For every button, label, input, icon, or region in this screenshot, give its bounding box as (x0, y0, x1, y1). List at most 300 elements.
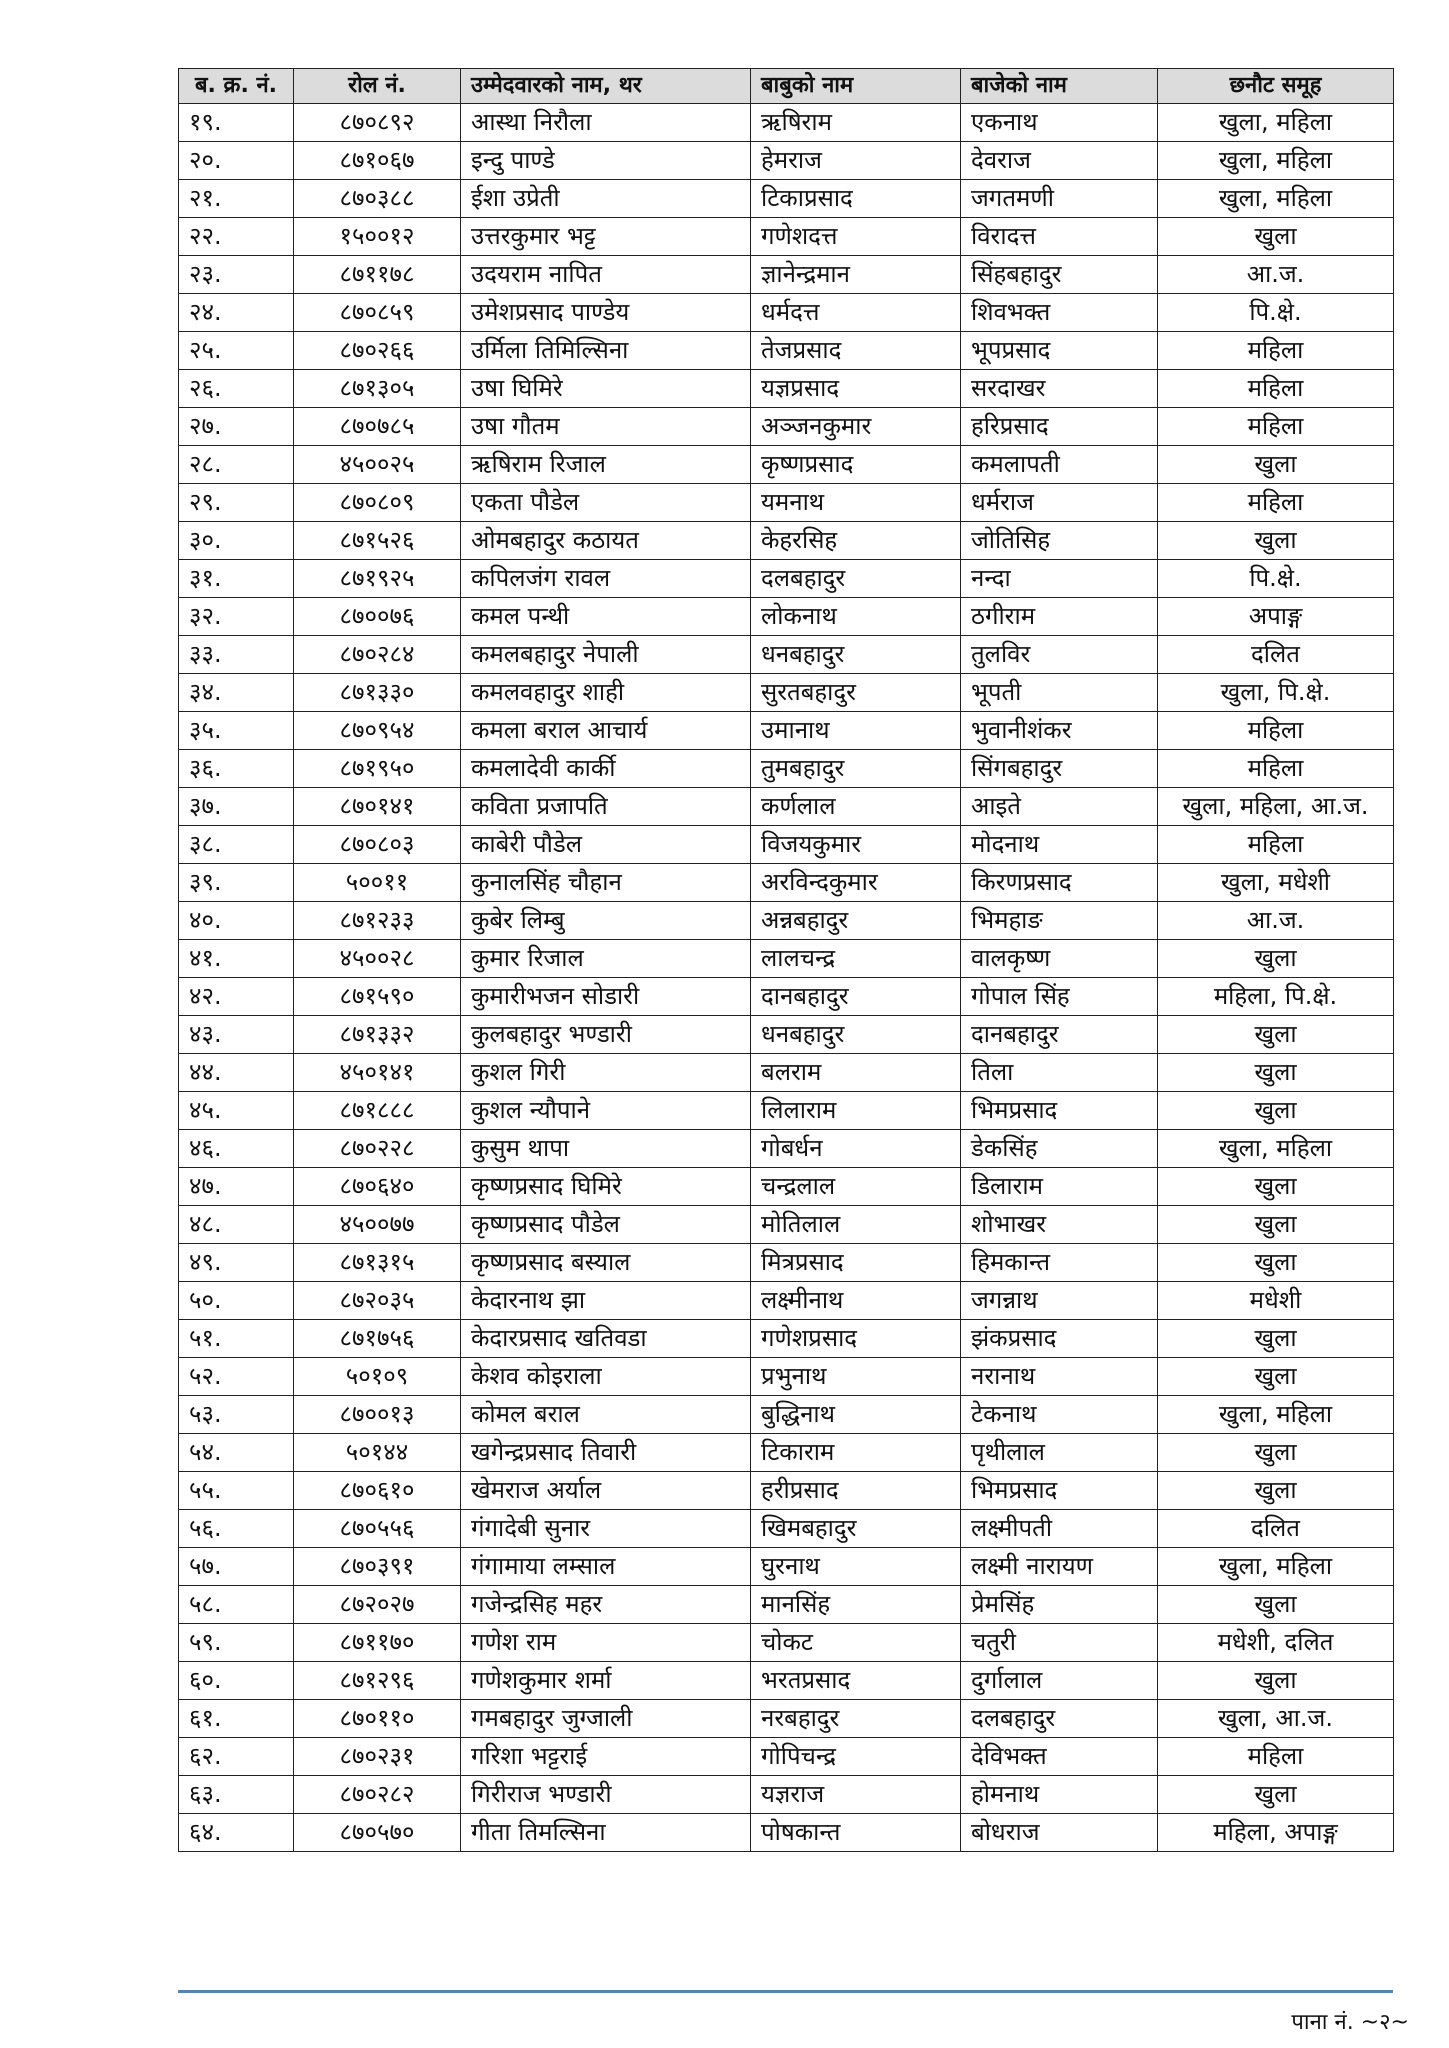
cell-father: गणेशप्रसाद (751, 1320, 961, 1358)
cell-group: खुला (1158, 522, 1394, 560)
cell-name: गरिशा भट्टराई (461, 1738, 751, 1776)
cell-roll: ८७०६१० (294, 1472, 461, 1510)
table-row (179, 1472, 1394, 1510)
cell-grandfather: आइते (961, 788, 1158, 826)
cell-grandfather: भिमप्रसाद (961, 1472, 1158, 1510)
cell-roll: ८७०८०९ (294, 484, 461, 522)
cell-roll: ८७०८०३ (294, 826, 461, 864)
cell-grandfather: चतुरी (961, 1624, 1158, 1662)
cell-grandfather: ठगीराम (961, 598, 1158, 636)
table-row (179, 902, 1394, 940)
cell-father: घुरनाथ (751, 1548, 961, 1586)
table-row (179, 484, 1394, 522)
header-serial: ब. क्र. नं. (179, 69, 294, 104)
cell-name: कृष्णप्रसाद बस्याल (461, 1244, 751, 1282)
cell-roll: ८७१९५० (294, 750, 461, 788)
cell-roll: ८७०११० (294, 1700, 461, 1738)
cell-group: मधेशी, दलित (1158, 1624, 1394, 1662)
cell-serial: ४३. (179, 1016, 294, 1054)
cell-group: खुला (1158, 1358, 1394, 1396)
cell-serial: २४. (179, 294, 294, 332)
header-name: उम्मेदवारको नाम, थर (461, 69, 751, 104)
cell-name: गजेन्द्रसिह महर (461, 1586, 751, 1624)
table-row (179, 1168, 1394, 1206)
cell-grandfather: एकनाथ (961, 104, 1158, 142)
cell-father: दानबहादुर (751, 978, 961, 1016)
cell-roll: ८७१३०५ (294, 370, 461, 408)
cell-serial: ४७. (179, 1168, 294, 1206)
cell-name: केदारप्रसाद खतिवडा (461, 1320, 751, 1358)
cell-roll: ८७१०६७ (294, 142, 461, 180)
cell-roll: ८७०५७० (294, 1814, 461, 1852)
table-row (179, 1586, 1394, 1624)
cell-serial: ५०. (179, 1282, 294, 1320)
cell-serial: ५५. (179, 1472, 294, 1510)
cell-roll: ८७२०२७ (294, 1586, 461, 1624)
table-row (179, 1320, 1394, 1358)
cell-father: तेजप्रसाद (751, 332, 961, 370)
cell-father: चोकट (751, 1624, 961, 1662)
cell-father: हेमराज (751, 142, 961, 180)
table-row (179, 1130, 1394, 1168)
cell-grandfather: हरिप्रसाद (961, 408, 1158, 446)
cell-roll: ८७०७८५ (294, 408, 461, 446)
table-row (179, 1738, 1394, 1776)
table-row (179, 1510, 1394, 1548)
cell-group: पि.क्षे. (1158, 294, 1394, 332)
cell-name: गंगादेबी सुनार (461, 1510, 751, 1548)
table-row (179, 598, 1394, 636)
cell-roll: ८७०८५९ (294, 294, 461, 332)
cell-roll: ८७१९२५ (294, 560, 461, 598)
cell-grandfather: दानबहादुर (961, 1016, 1158, 1054)
cell-name: कृष्णप्रसाद पौडेल (461, 1206, 751, 1244)
cell-name: ओमबहादुर कठायत (461, 522, 751, 560)
cell-roll: ८७०३८८ (294, 180, 461, 218)
cell-grandfather: दुर्गालाल (961, 1662, 1158, 1700)
cell-father: सुरतबहादुर (751, 674, 961, 712)
cell-roll: ८७०६४० (294, 1168, 461, 1206)
cell-group: खुला (1158, 1776, 1394, 1814)
cell-father: उमानाथ (751, 712, 961, 750)
cell-grandfather: पृथीलाल (961, 1434, 1158, 1472)
cell-name: उदयराम नापित (461, 256, 751, 294)
cell-grandfather: वालकृष्ण (961, 940, 1158, 978)
cell-serial: ३०. (179, 522, 294, 560)
cell-roll: ८७१३३२ (294, 1016, 461, 1054)
cell-name: आस्था निरौला (461, 104, 751, 142)
cell-father: तुमबहादुर (751, 750, 961, 788)
header-grandfather: बाजेको नाम (961, 69, 1158, 104)
cell-name: कविता प्रजापति (461, 788, 751, 826)
cell-father: नरबहादुर (751, 1700, 961, 1738)
cell-name: इन्दु पाण्डे (461, 142, 751, 180)
cell-grandfather: गोपाल सिंह (961, 978, 1158, 1016)
cell-group: महिला (1158, 750, 1394, 788)
table-row (179, 104, 1394, 142)
cell-name: कपिलजंग रावल (461, 560, 751, 598)
cell-group: खुला (1158, 1168, 1394, 1206)
table-body (179, 104, 1394, 1852)
cell-group: खुला, मधेशी (1158, 864, 1394, 902)
cell-group: महिला (1158, 408, 1394, 446)
cell-roll: ८७११७८ (294, 256, 461, 294)
cell-grandfather: नरानाथ (961, 1358, 1158, 1396)
cell-grandfather: नन्दा (961, 560, 1158, 598)
cell-roll: ४५०१४१ (294, 1054, 461, 1092)
cell-father: लक्ष्मीनाथ (751, 1282, 961, 1320)
cell-name: उमेशप्रसाद पाण्डेय (461, 294, 751, 332)
cell-father: भरतप्रसाद (751, 1662, 961, 1700)
cell-father: हरीप्रसाद (751, 1472, 961, 1510)
table-row (179, 256, 1394, 294)
cell-name: खेमराज अर्याल (461, 1472, 751, 1510)
cell-name: कुमारीभजन सोडारी (461, 978, 751, 1016)
cell-group: खुला, महिला (1158, 104, 1394, 142)
table-row (179, 1092, 1394, 1130)
cell-grandfather: टेकनाथ (961, 1396, 1158, 1434)
cell-roll: ८७०२३१ (294, 1738, 461, 1776)
cell-father: गणेशदत्त (751, 218, 961, 256)
cell-father: धनबहादुर (751, 636, 961, 674)
cell-serial: ३८. (179, 826, 294, 864)
cell-grandfather: डिलाराम (961, 1168, 1158, 1206)
table-header-row (179, 69, 1394, 104)
cell-grandfather: झंकप्रसाद (961, 1320, 1158, 1358)
cell-serial: ३५. (179, 712, 294, 750)
cell-name: कुमार रिजाल (461, 940, 751, 978)
cell-group: खुला (1158, 940, 1394, 978)
cell-group: महिला, पि.क्षे. (1158, 978, 1394, 1016)
cell-roll: ८७१२३३ (294, 902, 461, 940)
cell-roll: ८७०३९१ (294, 1548, 461, 1586)
table-row (179, 674, 1394, 712)
table-row (179, 218, 1394, 256)
cell-father: अरविन्दकुमार (751, 864, 961, 902)
cell-name: गमबहादुर जुग्जाली (461, 1700, 751, 1738)
cell-father: केहरसिह (751, 522, 961, 560)
cell-grandfather: किरणप्रसाद (961, 864, 1158, 902)
cell-name: कमलवहादुर शाही (461, 674, 751, 712)
cell-name: कृष्णप्रसाद घिमिरे (461, 1168, 751, 1206)
cell-serial: ४८. (179, 1206, 294, 1244)
cell-serial: २६. (179, 370, 294, 408)
cell-father: टिकाप्रसाद (751, 180, 961, 218)
cell-serial: २९. (179, 484, 294, 522)
cell-name: उर्मिला तिमिल्सिना (461, 332, 751, 370)
cell-serial: ४४. (179, 1054, 294, 1092)
cell-group: महिला (1158, 484, 1394, 522)
cell-name: खगेन्द्रप्रसाद तिवारी (461, 1434, 751, 1472)
cell-roll: ८७०२८४ (294, 636, 461, 674)
cell-grandfather: धर्मराज (961, 484, 1158, 522)
cell-serial: ६३. (179, 1776, 294, 1814)
cell-father: चन्द्रलाल (751, 1168, 961, 1206)
cell-name: एकता पौडेल (461, 484, 751, 522)
cell-grandfather: जोतिसिह (961, 522, 1158, 560)
cell-roll: ८७०२८२ (294, 1776, 461, 1814)
table-row (179, 1054, 1394, 1092)
cell-group: पि.क्षे. (1158, 560, 1394, 598)
table-row (179, 522, 1394, 560)
cell-group: महिला (1158, 826, 1394, 864)
cell-serial: ५३. (179, 1396, 294, 1434)
header-father: बाबुको नाम (751, 69, 961, 104)
cell-grandfather: देविभक्त (961, 1738, 1158, 1776)
cell-serial: ३६. (179, 750, 294, 788)
cell-group: खुला, महिला (1158, 1130, 1394, 1168)
cell-group: खुला (1158, 1244, 1394, 1282)
cell-grandfather: कमलापती (961, 446, 1158, 484)
table-row (179, 142, 1394, 180)
cell-grandfather: भिमहाङ (961, 902, 1158, 940)
cell-roll: ८७२०३५ (294, 1282, 461, 1320)
cell-serial: ५१. (179, 1320, 294, 1358)
cell-father: कृष्णप्रसाद (751, 446, 961, 484)
cell-group: महिला, अपाङ्ग (1158, 1814, 1394, 1852)
cell-name: काबेरी पौडेल (461, 826, 751, 864)
cell-serial: ५९. (179, 1624, 294, 1662)
cell-grandfather: शिवभक्त (961, 294, 1158, 332)
cell-serial: ४५. (179, 1092, 294, 1130)
cell-grandfather: लक्ष्मीपती (961, 1510, 1158, 1548)
cell-group: खुला, महिला (1158, 180, 1394, 218)
cell-name: कुशल गिरी (461, 1054, 751, 1092)
cell-serial: ६१. (179, 1700, 294, 1738)
cell-name: गिरीराज भण्डारी (461, 1776, 751, 1814)
cell-grandfather: लक्ष्मी नारायण (961, 1548, 1158, 1586)
cell-group: खुला (1158, 1206, 1394, 1244)
cell-group: आ.ज. (1158, 902, 1394, 940)
cell-serial: ३३. (179, 636, 294, 674)
cell-group: खुला (1158, 1586, 1394, 1624)
header-roll: रोल नं. (294, 69, 461, 104)
cell-serial: ६४. (179, 1814, 294, 1852)
cell-roll: ८७०२६६ (294, 332, 461, 370)
cell-father: लालचन्द्र (751, 940, 961, 978)
table-row (179, 1016, 1394, 1054)
cell-group: खुला, पि.क्षे. (1158, 674, 1394, 712)
cell-serial: २७. (179, 408, 294, 446)
cell-father: खिमबहादुर (751, 1510, 961, 1548)
cell-grandfather: तिला (961, 1054, 1158, 1092)
cell-father: लिलाराम (751, 1092, 961, 1130)
cell-group: खुला (1158, 1434, 1394, 1472)
results-table (178, 68, 1394, 1852)
table-row (179, 294, 1394, 332)
cell-grandfather: डेकसिंह (961, 1130, 1158, 1168)
cell-father: मोतिलाल (751, 1206, 961, 1244)
cell-group: महिला (1158, 370, 1394, 408)
cell-name: कुशल न्यौपाने (461, 1092, 751, 1130)
cell-group: महिला (1158, 712, 1394, 750)
cell-roll: १५००१२ (294, 218, 461, 256)
cell-group: दलित (1158, 636, 1394, 674)
table-row (179, 1776, 1394, 1814)
cell-grandfather: सिंहबहादुर (961, 256, 1158, 294)
cell-group: मधेशी (1158, 1282, 1394, 1320)
cell-serial: ४२. (179, 978, 294, 1016)
cell-group: खुला (1158, 1092, 1394, 1130)
table-row (179, 370, 1394, 408)
cell-name: कोमल बराल (461, 1396, 751, 1434)
cell-serial: ५७. (179, 1548, 294, 1586)
cell-serial: ३२. (179, 598, 294, 636)
cell-grandfather: शोभाखर (961, 1206, 1158, 1244)
cell-group: दलित (1158, 1510, 1394, 1548)
cell-grandfather: सिंगबहादुर (961, 750, 1158, 788)
cell-name: उषा घिमिरे (461, 370, 751, 408)
cell-group: खुला (1158, 1054, 1394, 1092)
cell-father: पोषकान्त (751, 1814, 961, 1852)
table-row (179, 940, 1394, 978)
table-row (179, 1282, 1394, 1320)
cell-father: यमनाथ (751, 484, 961, 522)
cell-roll: ४५००२८ (294, 940, 461, 978)
table-row (179, 1434, 1394, 1472)
cell-serial: ३९. (179, 864, 294, 902)
cell-serial: ४०. (179, 902, 294, 940)
table-row (179, 978, 1394, 1016)
table-row (179, 1624, 1394, 1662)
page-number: पाना नं. ~२~ (1291, 2010, 1409, 2035)
cell-father: ऋषिराम (751, 104, 961, 142)
cell-name: कुनालसिंह चौहान (461, 864, 751, 902)
cell-serial: ३४. (179, 674, 294, 712)
table-row (179, 1206, 1394, 1244)
cell-roll: ८७१७५६ (294, 1320, 461, 1358)
cell-father: बुद्धिनाथ (751, 1396, 961, 1434)
cell-serial: ३१. (179, 560, 294, 598)
cell-father: अन्नबहादुर (751, 902, 961, 940)
cell-serial: ६२. (179, 1738, 294, 1776)
cell-group: आ.ज. (1158, 256, 1394, 294)
cell-father: बलराम (751, 1054, 961, 1092)
cell-name: कुलबहादुर भण्डारी (461, 1016, 751, 1054)
cell-serial: ४१. (179, 940, 294, 978)
table-row (179, 560, 1394, 598)
cell-name: कुसुम थापा (461, 1130, 751, 1168)
cell-father: धनबहादुर (751, 1016, 961, 1054)
cell-father: प्रभुनाथ (751, 1358, 961, 1396)
cell-name: उषा गौतम (461, 408, 751, 446)
cell-serial: ३७. (179, 788, 294, 826)
cell-roll: ८७१८८८ (294, 1092, 461, 1130)
cell-grandfather: बोधराज (961, 1814, 1158, 1852)
cell-grandfather: जगन्नाथ (961, 1282, 1158, 1320)
cell-grandfather: होमनाथ (961, 1776, 1158, 1814)
cell-name: कुबेर लिम्बु (461, 902, 751, 940)
cell-roll: ५००११ (294, 864, 461, 902)
cell-roll: ८७११७० (294, 1624, 461, 1662)
cell-grandfather: तुलविर (961, 636, 1158, 674)
cell-serial: २३. (179, 256, 294, 294)
cell-grandfather: हिमकान्त (961, 1244, 1158, 1282)
table-row (179, 712, 1394, 750)
cell-serial: ५४. (179, 1434, 294, 1472)
cell-name: कमलादेवी कार्की (461, 750, 751, 788)
cell-grandfather: जगतमणी (961, 180, 1158, 218)
cell-serial: ४९. (179, 1244, 294, 1282)
table-row (179, 788, 1394, 826)
cell-grandfather: भिमप्रसाद (961, 1092, 1158, 1130)
cell-roll: ८७१५९० (294, 978, 461, 1016)
cell-roll: ५०१०९ (294, 1358, 461, 1396)
cell-roll: ८७०५५६ (294, 1510, 461, 1548)
cell-group: खुला (1158, 1662, 1394, 1700)
cell-name: ऋषिराम रिजाल (461, 446, 751, 484)
cell-roll: ८७०१४१ (294, 788, 461, 826)
header-group: छनौट समूह (1158, 69, 1394, 104)
cell-name: कमल पन्थी (461, 598, 751, 636)
cell-group: खुला, महिला, आ.ज. (1158, 788, 1394, 826)
footer-divider (178, 1990, 1393, 1993)
cell-name: गीता तिमल्सिना (461, 1814, 751, 1852)
cell-group: महिला (1158, 1738, 1394, 1776)
cell-roll: ८७००७६ (294, 598, 461, 636)
cell-father: धर्मदत्त (751, 294, 961, 332)
cell-father: टिकाराम (751, 1434, 961, 1472)
cell-grandfather: प्रेमसिंह (961, 1586, 1158, 1624)
cell-group: खुला (1158, 1320, 1394, 1358)
table-row (179, 864, 1394, 902)
cell-father: यज्ञराज (751, 1776, 961, 1814)
cell-name: कमला बराल आचार्य (461, 712, 751, 750)
cell-father: विजयकुमार (751, 826, 961, 864)
cell-grandfather: सरदाखर (961, 370, 1158, 408)
table-row (179, 180, 1394, 218)
table-row (179, 750, 1394, 788)
cell-roll: ८७१५२६ (294, 522, 461, 560)
cell-group: खुला (1158, 446, 1394, 484)
cell-father: गोबर्धन (751, 1130, 961, 1168)
cell-group: खुला, महिला (1158, 1396, 1394, 1434)
cell-roll: ८७१३३० (294, 674, 461, 712)
cell-grandfather: भूपती (961, 674, 1158, 712)
cell-grandfather: देवराज (961, 142, 1158, 180)
table-row (179, 1358, 1394, 1396)
table-row (179, 446, 1394, 484)
table-row (179, 1396, 1394, 1434)
cell-group: अपाङ्ग (1158, 598, 1394, 636)
cell-serial: ५२. (179, 1358, 294, 1396)
cell-roll: ५०१४४ (294, 1434, 461, 1472)
cell-group: महिला (1158, 332, 1394, 370)
cell-group: खुला (1158, 218, 1394, 256)
cell-name: ईशा उप्रेती (461, 180, 751, 218)
cell-father: ज्ञानेन्द्रमान (751, 256, 961, 294)
cell-roll: ८७१३१५ (294, 1244, 461, 1282)
cell-grandfather: मोदनाथ (961, 826, 1158, 864)
table-row (179, 408, 1394, 446)
table-row (179, 1244, 1394, 1282)
cell-roll: ८७००१३ (294, 1396, 461, 1434)
cell-father: यज्ञप्रसाद (751, 370, 961, 408)
cell-grandfather: दलबहादुर (961, 1700, 1158, 1738)
cell-serial: ५६. (179, 1510, 294, 1548)
cell-serial: ४६. (179, 1130, 294, 1168)
table-row (179, 1814, 1394, 1852)
cell-father: मित्रप्रसाद (751, 1244, 961, 1282)
table-row (179, 1548, 1394, 1586)
cell-serial: २१. (179, 180, 294, 218)
cell-name: गणेश राम (461, 1624, 751, 1662)
cell-roll: ४५००२५ (294, 446, 461, 484)
cell-name: गंगामाया लम्साल (461, 1548, 751, 1586)
table-row (179, 636, 1394, 674)
cell-serial: ५८. (179, 1586, 294, 1624)
cell-name: केशव कोइराला (461, 1358, 751, 1396)
